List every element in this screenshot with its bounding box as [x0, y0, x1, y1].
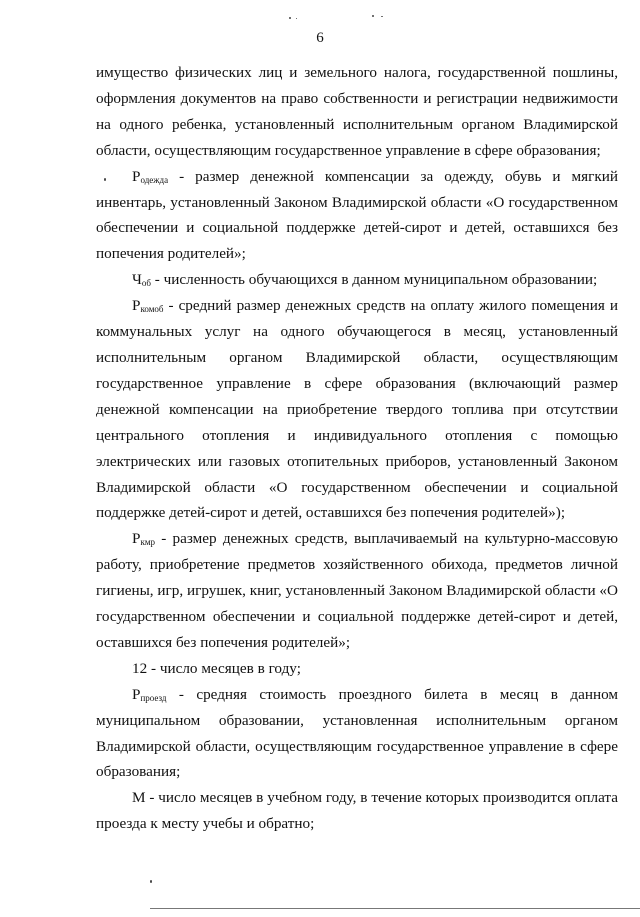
paragraph-text: - численность обучающихся в данном муниципальном образовании; [150, 271, 598, 289]
scan-artifact [150, 880, 152, 883]
variable-symbol: Ч [132, 271, 142, 289]
scan-artifact [296, 18, 297, 19]
variable-subscript: об [141, 278, 151, 289]
paragraph [96, 656, 618, 682]
scan-artifact [289, 17, 291, 19]
paragraph-text: 12 - число месяцев в году; [132, 659, 301, 677]
paragraph-text: М - число месяцев в учебном году, в течение которых производится оплата проезда к месту учебы и обратно; [96, 789, 618, 833]
paragraph [96, 267, 618, 293]
scan-artifact [372, 15, 374, 17]
variable-subscript: комоб [140, 304, 164, 315]
paragraph-text: - средняя стоимость проездного билета в месяц в данном муниципальном образовании, установленная исполнительным органом Владимирской области, осуществляющим государственное управление в сфере образования; [96, 685, 618, 781]
paragraph-text: - средний размер денежных средств на оплату жилого помещения и коммунальных услуг на одного обучающегося в месяц, установленный исполнительным органом Владимирской области, осуществляющим государственное управление в сфере образования (включающий размер денежной компенсации на приобретение твердого топлива при отсутствии центрального отопления и индивидуального отопления с помощью электрических или газовых отопительных приборов, установленный Законом Владимирской области «О государственном обеспечении и социальной поддержке детей-сирот и детей, оставшихся без попечения родителей»); [96, 297, 618, 522]
scan-artifact [381, 16, 383, 17]
variable-symbol: P [132, 685, 141, 703]
variable-symbol: P [132, 297, 141, 315]
page-number: 6 [316, 30, 324, 46]
paragraph [96, 682, 618, 786]
variable-subscript: проезд [140, 692, 167, 703]
paragraph [96, 526, 618, 656]
paragraph [96, 785, 618, 837]
paragraph [96, 293, 618, 526]
paragraph [96, 164, 618, 268]
paragraph-text: - размер денежной компенсации за одежду, обувь и мягкий инвентарь, установленный Законом Владимирской области «О государственном обеспечении и социальной поддержке детей-сирот и детей, оставшихся без попечения родителей»; [96, 167, 618, 263]
paragraph-text: - размер денежных средств, выплачиваемый на культурно-массовую работу, приобретение предметов хозяйственного обихода, предметов личной гигиены, игр, игрушек, книг, установленный Законом Владимирской области «О государственном обеспечении и социальной поддержке детей-сирот и детей, оставшихся без попечения родителей»; [96, 530, 618, 651]
paragraph-text: имущество физических лиц и земельного налога, государственной пошлины, оформления документов на право собственности и регистрации недвижимости на одного ребенка, установленный исполнительным органом Владимирской области, осуществляющим государственное управление в сфере образования; [96, 64, 618, 159]
variable-subscript: кмр [140, 537, 156, 548]
variable-symbol: P [132, 530, 141, 548]
document-body [96, 60, 618, 837]
paragraph [96, 60, 618, 164]
variable-subscript: одежда [140, 174, 169, 185]
scan-artifact [150, 908, 640, 909]
variable-symbol: P [132, 167, 141, 185]
